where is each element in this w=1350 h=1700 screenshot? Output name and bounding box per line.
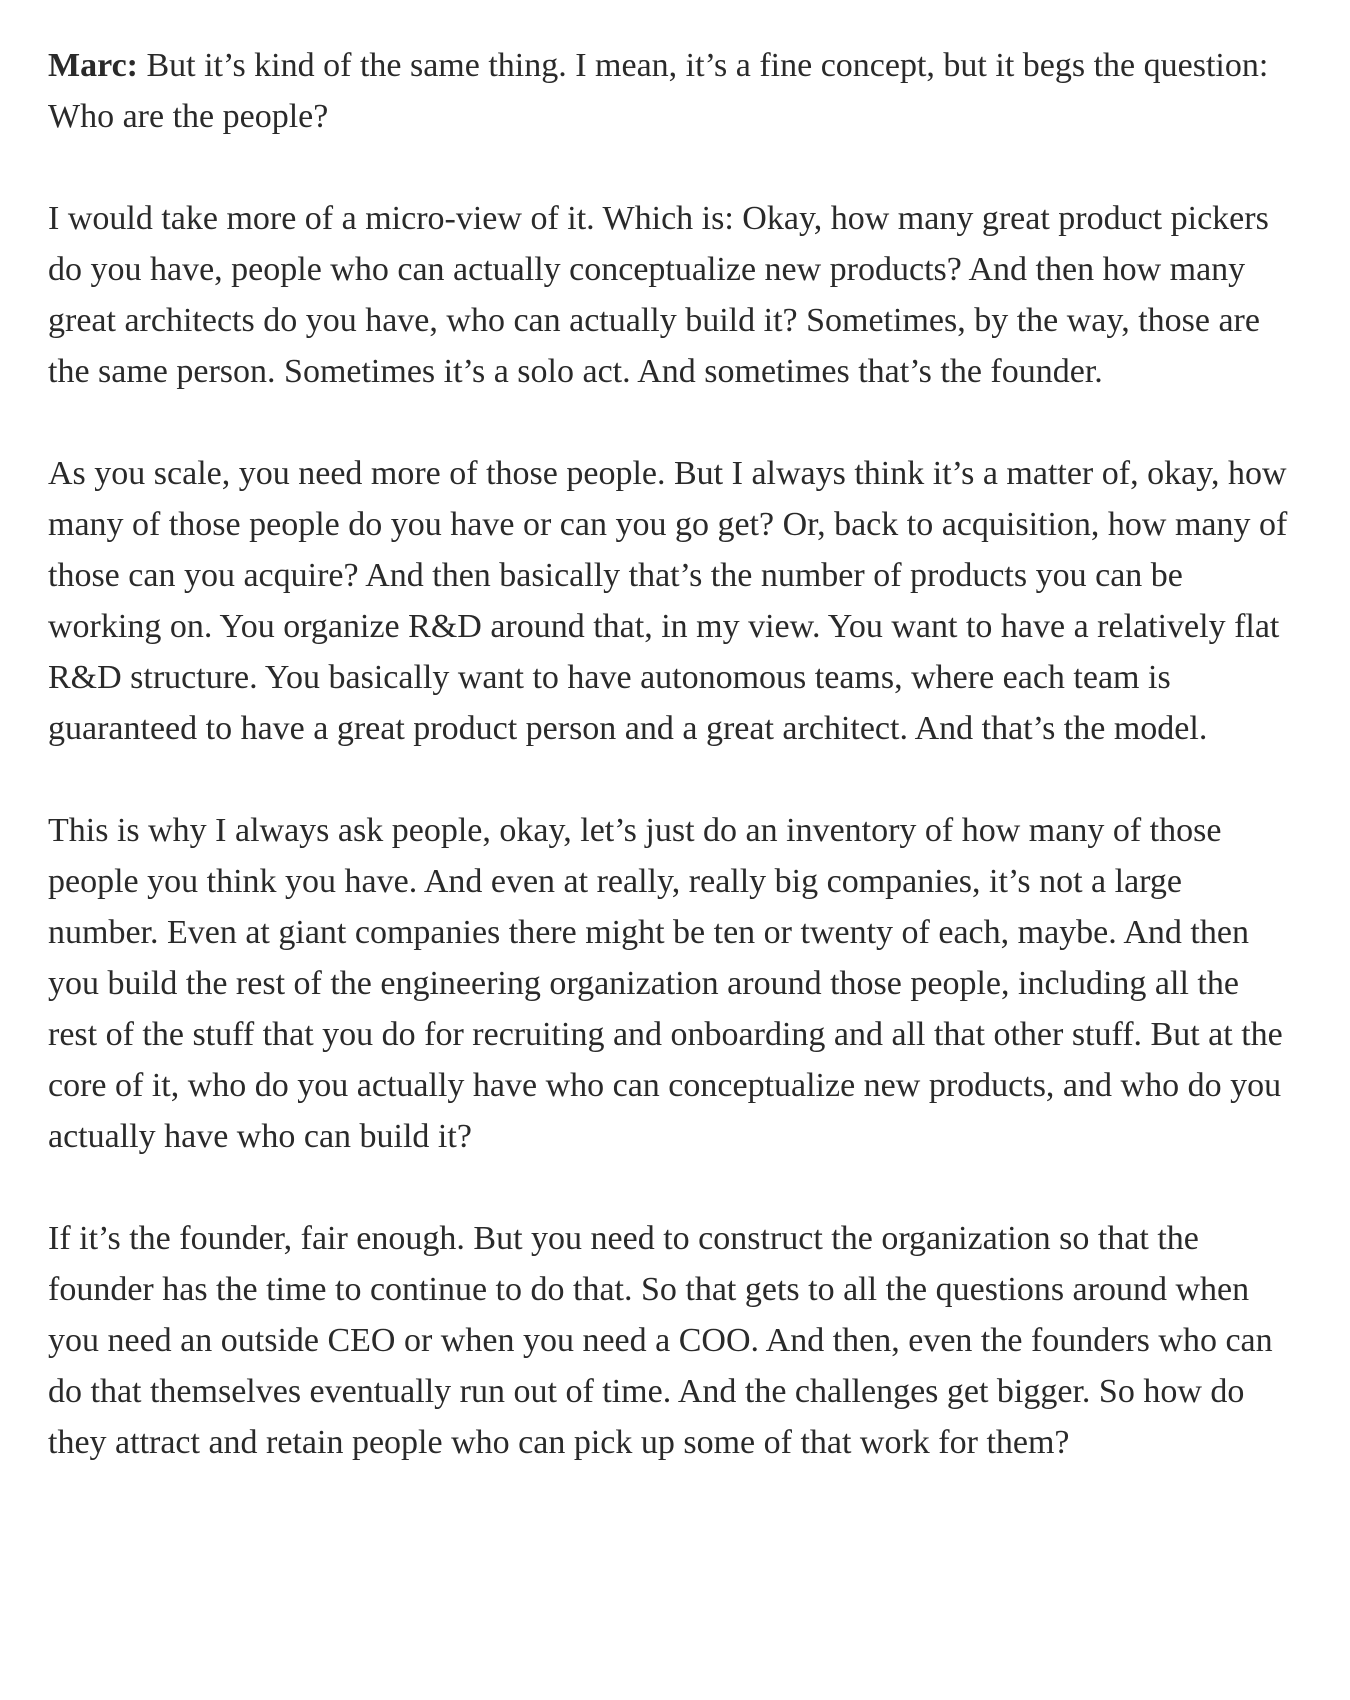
paragraph-2: I would take more of a micro-view of it. Which is: Okay, how many great product pickers do you have, people who can actually conceptualize new products? And then how many great architects do you have, who can actually build it? Sometimes, by the way, those are the same person. Sometimes it’s a solo act. And sometimes that’s the founder. — [48, 200, 1269, 390]
paragraph-4: This is why I always ask people, okay, let’s just do an inventory of how many of those people you think you have. And even at really, really big companies, it’s not a large number. Even at giant companies there might be ten or twenty of each, maybe. And then you build the rest of the engineering organization around those people, including all the rest of the stuff that you do for recruiting and onboarding and all that other stuff. But at the core of it, who do you actually have who can conceptualize new products, and who do you actually have who can build it? — [48, 812, 1283, 1155]
paragraph-3: As you scale, you need more of those people. But I always think it’s a matter of, okay, how many of those people do you have or can you go get? Or, back to acquisition, how many of those can you acquire? And then basically that’s the number of products you can be working on. You organize R&D around that, in my view. You want to have a relatively flat R&D structure. You basically want to have autonomous teams, where each team is guaranteed to have a great product person and a great architect. And that’s the model. — [48, 455, 1288, 747]
speaker-label: Marc: — [48, 47, 138, 84]
paragraph-1-text: But it’s kind of the same thing. I mean, it’s a fine concept, but it begs the question: Who are the people? — [48, 47, 1269, 135]
paragraph-5: If it’s the founder, fair enough. But you need to construct the organization so that the founder has the time to continue to do that. So that gets to all the questions around when you need an outside CEO or when you need a COO. And then, even the founders who can do that themselves eventually run out of time. And the challenges get bigger. So how do they attract and retain people who can pick up some of that work for them? — [48, 1220, 1273, 1461]
paragraph-1 — [48, 40, 1288, 142]
